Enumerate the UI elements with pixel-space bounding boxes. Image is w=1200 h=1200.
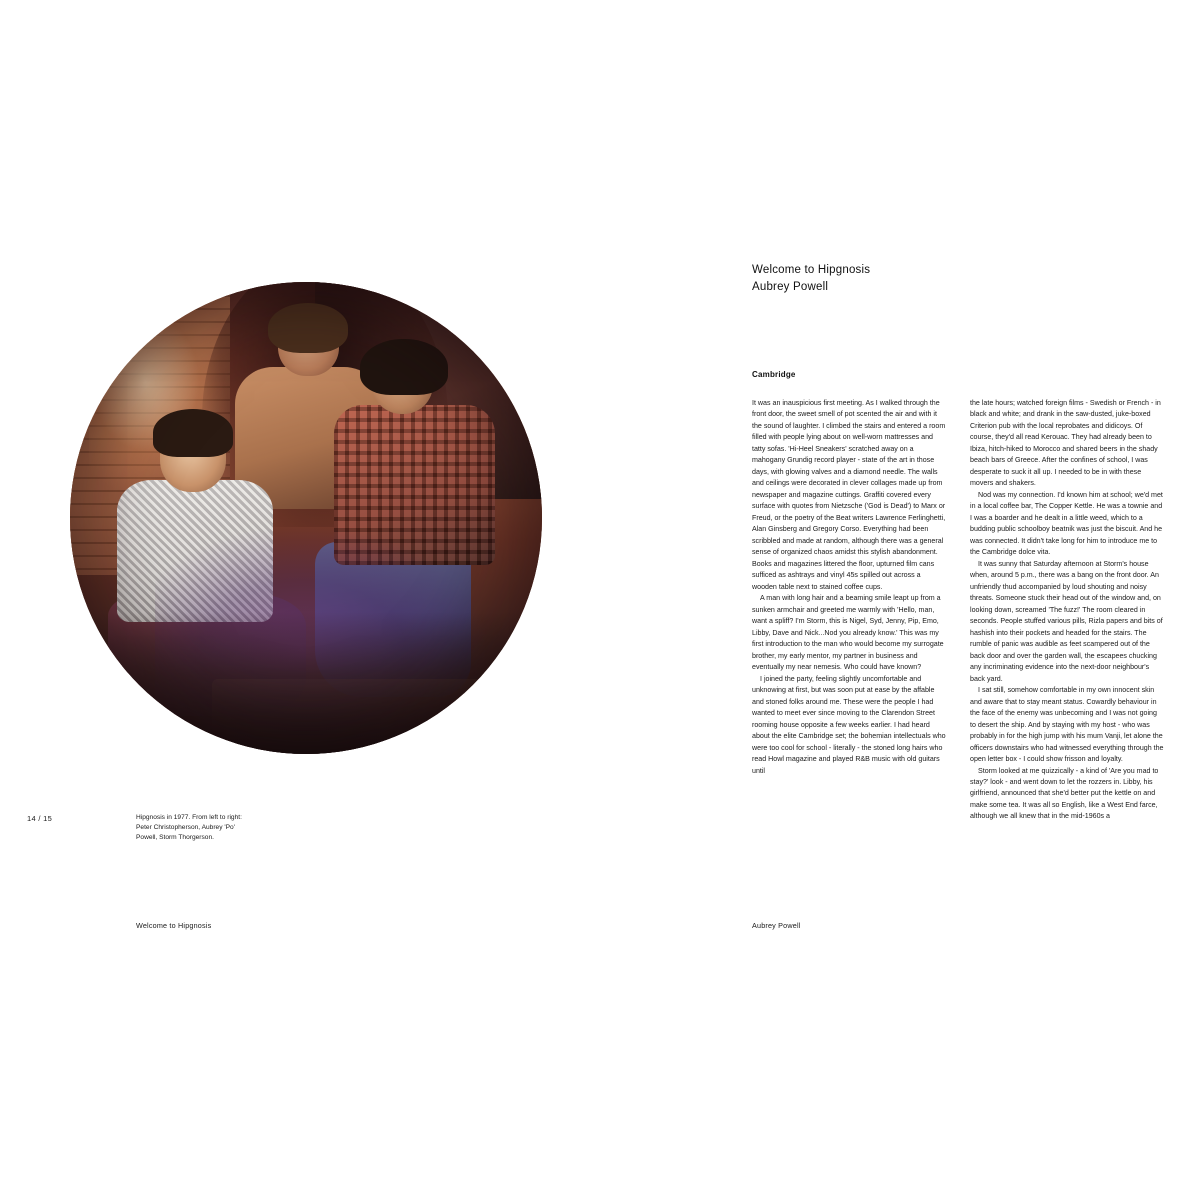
chapter-title xyxy=(752,262,1072,296)
paragraph: Storm looked at me quizzically - a kind of 'Are you mad to stay?' look - and went down to let the rozzers in. Libby, his girlfriend, announced that she'd better put the kettle on and make some tea. It was all so English, like a West End farce, although we all knew that in the mid-1960s a xyxy=(970,766,1159,821)
paragraph: I joined the party, feeling slightly uncomfortable and unknowing at first, but was soon put at ease by the affable and stoned folks around me. These were the people I had wanted to meet ever since moving to the Clarendon Street rooming house opposite a few weeks earlier. I had heard about the elite Cambridge set; the bohemian intellectuals who were too cool for school - literally - the stoned long hairs who read Howl magazine and played R&B music with old guitars until xyxy=(752,674,946,775)
chapter-title-line-2: Aubrey Powell xyxy=(752,281,829,294)
hipgnosis-group-photo xyxy=(70,282,542,754)
chapter-title-line-1: Welcome to Hipgnosis xyxy=(752,264,871,276)
body-column-2 xyxy=(970,398,1164,823)
paragraph: the late hours; watched foreign films - Swedish or French - in black and white; and drank in the saw-dusted, juke-boxed Criterion pub with the local reprobates and didicoys. Of course, they'd all read Kerouac. They had already been to Ibiza, hitch-hiked to Morocco and shared beers in the shady beach bars of Greece. After the confines of school, I was desperate to suck it all up. I needed to be in with these movers and shakers. xyxy=(970,399,1161,488)
paragraph: It was an inauspicious first meeting. As I walked through the front door, the sweet smell of pot scented the air and with it the sound of laughter. I climbed the stairs and entered a room filled with people lying about on well-worn mattresses and tatty sofas. 'Hi-Heel Sneakers' scratched away on a mahogany Grundig record player - state of the art in those days, with glowing valves and a diamond needle. The walls and ceilings were decorated in clever collages made up from newspaper and magazine cuttings. Graffiti covered every surface with quotes from Nietzsche ('God is Dead') to Marx or Freud, or the poetry of the Beat writers Lawrence Ferlinghetti, Alan Ginsberg and Gregory Corso. Everything had been scribbled and made at random, although there was a general sense of organized chaos amidst this stylish abandonment. Books and magazines littered the floor, upturned film cans sufficed as ashtrays and vinyl 45s spilled out across a wooden table next to stained coffee cups. xyxy=(752,399,946,591)
paragraph: I sat still, somehow comfortable in my own innocent skin and aware that to stay meant status. Cowardly behaviour in the face of the enemy was unbecoming and I was not going to desert the ship. And by staying with my host - who was probably in for the high jump with his mum Vanji, let alone the officers downstairs who had witnessed everything through the open letter box - I could show frisson and loyalty. xyxy=(970,686,1164,764)
section-heading: Cambridge xyxy=(752,370,796,379)
running-footer-right: Aubrey Powell xyxy=(752,921,801,930)
body-column-1 xyxy=(752,398,946,777)
right-page xyxy=(600,0,1200,1200)
page-folio: 14 / 15 xyxy=(27,814,53,823)
paragraph: A man with long hair and a beaming smile leapt up from a sunken armchair and greeted me warmly with 'Hello, man, want a spliff? I'm Storm, this is Nigel, Syd, Jenny, Pip, Emo, Libby, Dave and Nick...Nod you already know.' This was my first introduction to the man who would become my surrogate brother, my early mentor, my partner in business and eventually my near nemesis. Who could have known? xyxy=(752,594,944,672)
photo-caption: Hipgnosis in 1977. From left to right: Peter Christopherson, Aubrey 'Po' Powell, Storm Thorgerson. xyxy=(136,814,242,842)
paragraph: Nod was my connection. I'd known him at school; we'd met in a local coffee bar, The Copper Kettle. He was a townie and I was a boarder and he dealt in a little weed, which to a budding public schoolboy beatnik was just the biscuit. And he was connected. It didn't take long for him to introduce me to the Cambridge dolce vita. xyxy=(970,490,1163,557)
running-footer-left: Welcome to Hipgnosis xyxy=(136,921,212,930)
paragraph: It was sunny that Saturday afternoon at Storm's house when, around 5 p.m., there was a bang on the front door. An unfriendly thud accompanied by loud shouting and noisy threats. Someone stuck their head out of the window and, on looking down, screamed 'The fuzz!' The room cleared in seconds. People stuffed various pills, Rizla papers and bits of hashish into their pockets and headed for the stairs. The rumble of panic was audible as feet scampered out of the back door and over the garden wall, the escapees chucking any incriminating evidence into the next-door neighbour's back yard. xyxy=(970,559,1163,683)
photo-vignette xyxy=(70,282,542,754)
